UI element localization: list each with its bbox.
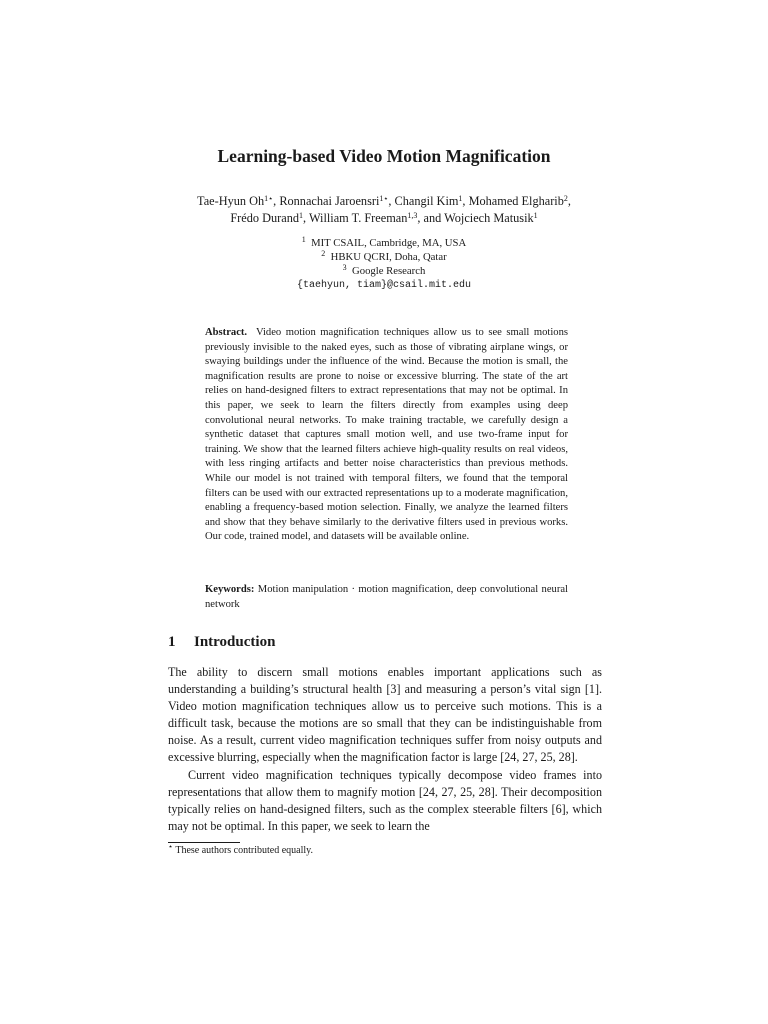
footnote	[168, 842, 313, 856]
author-name: William T. Freeman	[308, 211, 408, 225]
body-paragraph: Current video magnification techniques typically decompose video frames into representations that allow them to magnify motion [24, 27, 25, 28]. Their decomposition typically relies on hand-designed filters, such as the complex steerable filters [6], which may not be optimal. In this paper, we seek to learn the	[168, 767, 602, 833]
keywords-label: Keywords:	[205, 584, 255, 595]
author-affiliation-mark: 1⋆	[379, 194, 389, 203]
author-name: Changil Kim	[394, 194, 459, 208]
author-separator: ,	[303, 211, 309, 225]
author-and: , and	[417, 211, 445, 225]
author-separator: ,	[273, 194, 280, 208]
affiliation-mark: 1	[301, 235, 306, 244]
section-number: 1	[168, 634, 176, 650]
author-list	[0, 193, 768, 227]
affiliation-text: MIT CSAIL, Cambridge, MA, USA	[311, 237, 467, 249]
contact-email: {taehyun, tiam}@csail.mit.edu	[296, 279, 472, 291]
author-affiliation-mark: 1	[299, 211, 303, 220]
abstract	[205, 326, 568, 545]
affiliation-text: Google Research	[352, 265, 426, 278]
author-affiliation-mark: 1	[458, 194, 463, 203]
section-title: Introduction	[194, 634, 276, 650]
footnote-rule	[168, 842, 240, 843]
author-name: Ronnachai Jaroensri	[279, 194, 380, 208]
author-affiliation-mark: 1,3	[407, 211, 418, 220]
affiliation-line	[0, 250, 768, 264]
author-name: Frédo Durand	[230, 211, 299, 225]
affiliation-mark: 3	[342, 263, 347, 273]
footnote-mark: ⋆	[168, 842, 174, 851]
affiliation-line	[0, 236, 768, 250]
keywords	[205, 583, 568, 612]
author-name: Tae-Hyun Oh	[197, 194, 265, 208]
author-name: Wojciech Matusik	[444, 211, 534, 225]
affiliations	[0, 236, 768, 293]
author-name: Mohamed Elgharib	[468, 194, 564, 208]
footnote-text: These authors contributed equally.	[175, 845, 313, 856]
author-affiliation-mark: 1	[533, 211, 538, 220]
author-affiliation-mark: 2	[563, 194, 568, 203]
body-paragraph: The ability to discern small motions enables important applications such as understanding a building’s structural health [3] and measuring a person’s vital sign [1]. Video motion magnification techniques allow us to perceive such motions. This is a difficult task, because the motions are so small that they can be indistinguishable from noise. As a result, current video magnification techniques suffer from noisy outputs and excessive blurring, especially when the magnification factor is large [24, 27, 25, 28].	[168, 665, 602, 765]
affiliation-mark: 2	[321, 249, 326, 259]
author-affiliation-mark: 1⋆	[264, 194, 274, 203]
affiliation-line	[0, 264, 768, 278]
keywords-text: Motion manipulation · motion magnification, deep convolutional neural network	[205, 584, 568, 610]
abstract-text: Video motion magnification techniques allow us to see small motions previously invisible to the naked eyes, such as those of vibrating airplane wings, or swaying buildings under the influence of the wind. Because the motion is small, the magnification results are prone to noise or excessive blurring. The state of the art relies on hand-designed filters to extract representations that may not be optimal. In this paper, we seek to learn the filters directly from examples using deep convolutional neural networks. To make training tractable, we carefully design a synthetic dataset that captures small motion well, and use two-frame input for training. We show that the learned filters achieve high-quality results on real videos, with less ringing artifacts and better noise characteristics than previous methods. While our model is not trained with temporal filters, we found that the temporal filters can be used with our extracted representations up to a moderate magnification, enabling a frequency-based motion selection. Finally, we analyze the learned filters and show that they behave similarly to the derivative filters used in previous works. Our code, trained model, and datasets will be available online.	[205, 327, 569, 543]
affiliation-text: HBKU QCRI, Doha, Qatar	[330, 251, 447, 264]
author-separator: ,	[388, 194, 395, 208]
paper-title: Learning-based Video Motion Magnification	[217, 146, 551, 166]
author-separator: ,	[567, 194, 571, 208]
author-separator: ,	[462, 194, 469, 208]
section-heading	[168, 634, 275, 651]
section-body	[168, 664, 602, 835]
abstract-label: Abstract.	[205, 327, 248, 338]
